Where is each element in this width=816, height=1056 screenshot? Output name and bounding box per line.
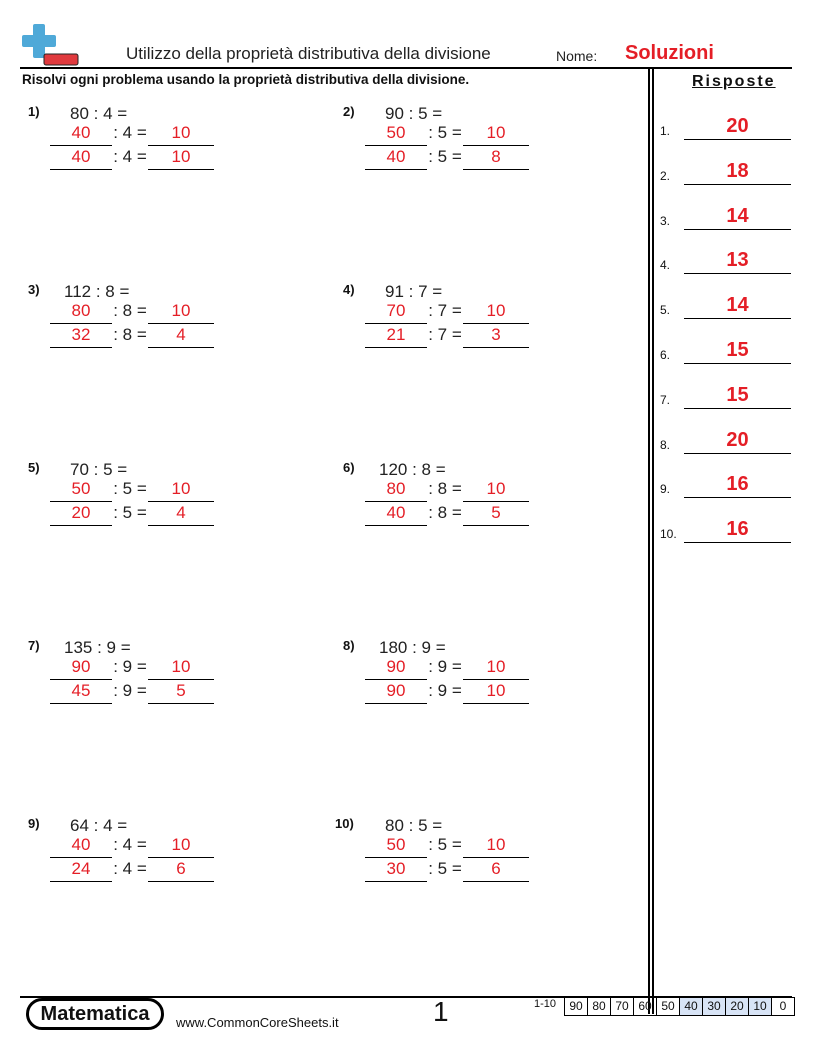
partial-dividend: 50 — [365, 123, 427, 146]
answer-value: 16 — [684, 473, 791, 498]
problem-number: 6) — [343, 460, 355, 475]
answer-value: 20 — [684, 429, 791, 454]
problem-5 — [28, 460, 268, 570]
answer-row — [660, 110, 794, 140]
partial-quotient: 10 — [148, 147, 214, 170]
decomposition-row — [50, 681, 250, 705]
divisor-operator: : 9 = — [113, 681, 147, 700]
divisor-operator: : 9 = — [428, 657, 462, 676]
partial-quotient: 8 — [463, 147, 529, 170]
answer-number: 8. — [660, 437, 671, 452]
problem-expression: 64 : 4 = — [70, 816, 128, 835]
divisor-operator: : 5 = — [428, 123, 462, 142]
answer-number: 3. — [660, 213, 671, 228]
problem-expression: 112 : 8 = — [64, 282, 130, 301]
partial-dividend: 50 — [365, 835, 427, 858]
divisor-operator: : 9 = — [113, 657, 147, 676]
partial-quotient: 3 — [463, 325, 529, 348]
problem-expression: 80 : 5 = — [385, 816, 443, 835]
score-label: 1-10 — [534, 998, 557, 1010]
answers-title: Risposte — [692, 73, 776, 90]
answer-value: 14 — [684, 205, 791, 230]
answer-value: 15 — [684, 384, 791, 409]
decomposition-row — [365, 123, 565, 147]
answer-row — [660, 468, 794, 498]
answer-value: 14 — [684, 294, 791, 319]
decomposition-row — [365, 301, 565, 325]
divisor-operator: : 9 = — [428, 681, 462, 700]
answer-row — [660, 200, 794, 230]
partial-dividend: 40 — [365, 147, 427, 170]
partial-dividend: 20 — [50, 503, 112, 526]
answer-number: 2. — [660, 168, 671, 183]
score-cell: 10 — [749, 997, 772, 1016]
name-value: Soluzioni — [625, 42, 714, 64]
answer-value: 16 — [684, 518, 791, 543]
problem-expression: 91 : 7 = — [385, 282, 443, 301]
partial-quotient: 10 — [148, 657, 214, 680]
divisor-operator: : 4 = — [113, 835, 147, 854]
answer-number: 7. — [660, 392, 671, 407]
site-url: www.CommonCoreSheets.it — [176, 1015, 339, 1030]
answer-row — [660, 289, 794, 319]
partial-quotient: 10 — [463, 301, 529, 324]
problem-2 — [343, 104, 583, 214]
partial-quotient: 10 — [148, 479, 214, 502]
problem-10 — [335, 816, 583, 926]
page-number: 1 — [433, 996, 449, 1027]
partial-dividend: 90 — [50, 657, 112, 680]
problem-1 — [28, 104, 268, 214]
partial-dividend: 80 — [50, 301, 112, 324]
answer-value: 15 — [684, 339, 791, 364]
decomposition-row — [50, 301, 250, 325]
decomposition-row — [50, 503, 250, 527]
decomposition-row — [365, 681, 565, 705]
problem-number: 7) — [28, 638, 40, 653]
divisor-operator: : 8 = — [428, 479, 462, 498]
instructions: Risolvi ogni problema usando la proprietà distributiva della divisione. — [22, 72, 470, 87]
partial-dividend: 80 — [365, 479, 427, 502]
problem-number: 3) — [28, 282, 40, 297]
divisor-operator: : 4 = — [113, 147, 147, 166]
decomposition-row — [50, 657, 250, 681]
answer-row — [660, 244, 794, 274]
partial-dividend: 32 — [50, 325, 112, 348]
problem-expression: 135 : 9 = — [64, 638, 131, 657]
score-table — [564, 997, 795, 1016]
decomposition-row — [50, 325, 250, 349]
partial-dividend: 40 — [365, 503, 427, 526]
problem-expression: 180 : 9 = — [379, 638, 446, 657]
problem-3 — [28, 282, 268, 392]
worksheet-title: Utilizzo della proprietà distributiva della divisione — [126, 44, 491, 63]
partial-quotient: 10 — [148, 835, 214, 858]
answer-number: 5. — [660, 303, 671, 318]
score-cell: 70 — [611, 997, 634, 1016]
divisor-operator: : 5 = — [113, 479, 147, 498]
decomposition-row — [365, 503, 565, 527]
partial-dividend: 40 — [50, 123, 112, 146]
divisor-operator: : 4 = — [113, 123, 147, 142]
problem-expression: 90 : 5 = — [385, 104, 443, 123]
partial-quotient: 10 — [463, 681, 529, 704]
partial-quotient: 10 — [463, 479, 529, 502]
decomposition-row — [365, 835, 565, 859]
decomposition-row — [50, 859, 250, 883]
partial-quotient: 5 — [463, 503, 529, 526]
answer-number: 4. — [660, 258, 671, 273]
problem-number: 1) — [28, 104, 40, 119]
answer-row — [660, 424, 794, 454]
partial-quotient: 4 — [148, 503, 214, 526]
answer-number: 9. — [660, 482, 671, 497]
name-label: Nome: — [556, 48, 598, 64]
plus-minus-logo-icon — [22, 24, 80, 68]
problem-number: 4) — [343, 282, 355, 297]
divisor-operator: : 5 = — [428, 835, 462, 854]
answer-number: 6. — [660, 348, 671, 362]
decomposition-row — [50, 479, 250, 503]
score-cell: 60 — [634, 997, 657, 1016]
problem-9 — [28, 816, 268, 926]
problem-number: 10) — [335, 816, 354, 831]
partial-dividend: 40 — [50, 147, 112, 170]
partial-quotient: 5 — [148, 681, 214, 704]
decomposition-row — [365, 859, 565, 883]
decomposition-row — [50, 835, 250, 859]
partial-quotient: 10 — [463, 123, 529, 146]
answer-value: 13 — [684, 249, 791, 274]
problem-number: 2) — [343, 104, 355, 119]
answer-number: 10. — [660, 527, 677, 542]
answer-column-divider-inner — [652, 68, 654, 1014]
partial-dividend: 40 — [50, 835, 112, 858]
problem-6 — [343, 460, 583, 570]
partial-dividend: 70 — [365, 301, 427, 324]
header-divider — [20, 67, 792, 69]
problem-expression: 80 : 4 = — [70, 104, 128, 123]
decomposition-row — [365, 325, 565, 349]
divisor-operator: : 8 = — [428, 503, 462, 522]
problem-number: 9) — [28, 816, 40, 831]
partial-quotient: 10 — [148, 301, 214, 324]
score-cell: 20 — [726, 997, 749, 1016]
decomposition-row — [365, 657, 565, 681]
problem-7 — [28, 638, 268, 748]
partial-dividend: 30 — [365, 859, 427, 882]
score-cell: 0 — [772, 997, 795, 1016]
problem-number: 5) — [28, 460, 40, 475]
partial-quotient: 6 — [463, 859, 529, 882]
divisor-operator: : 5 = — [113, 503, 147, 522]
divisor-operator: : 8 = — [113, 301, 147, 320]
partial-quotient: 10 — [463, 835, 529, 858]
problem-expression: 70 : 5 = — [70, 460, 128, 479]
score-cell: 90 — [565, 997, 588, 1016]
divisor-operator: : 5 = — [428, 147, 462, 166]
answer-value: 18 — [684, 160, 791, 185]
divisor-operator: : 4 = — [113, 859, 147, 878]
answer-row — [660, 334, 794, 364]
decomposition-row — [50, 123, 250, 147]
problem-8 — [343, 638, 583, 748]
partial-quotient: 4 — [148, 325, 214, 348]
score-cell: 80 — [588, 997, 611, 1016]
partial-dividend: 90 — [365, 681, 427, 704]
partial-quotient: 6 — [148, 859, 214, 882]
divisor-operator: : 7 = — [428, 325, 462, 344]
problem-expression: 120 : 8 = — [379, 460, 446, 479]
decomposition-row — [50, 147, 250, 171]
answer-number: 1. — [660, 124, 671, 138]
decomposition-row — [365, 479, 565, 503]
partial-dividend: 24 — [50, 859, 112, 882]
problem-4 — [343, 282, 583, 392]
partial-dividend: 21 — [365, 325, 427, 348]
brand-badge: Matematica — [26, 998, 164, 1030]
score-cell: 50 — [657, 997, 680, 1016]
partial-dividend: 90 — [365, 657, 427, 680]
score-cell: 30 — [703, 997, 726, 1016]
decomposition-row — [365, 147, 565, 171]
divisor-operator: : 5 = — [428, 859, 462, 878]
answer-row — [660, 155, 794, 185]
partial-quotient: 10 — [148, 123, 214, 146]
answer-row — [660, 513, 794, 543]
divisor-operator: : 7 = — [428, 301, 462, 320]
score-cell: 40 — [680, 997, 703, 1016]
answer-column-divider — [648, 68, 650, 1014]
divisor-operator: : 8 = — [113, 325, 147, 344]
partial-dividend: 50 — [50, 479, 112, 502]
partial-dividend: 45 — [50, 681, 112, 704]
partial-quotient: 10 — [463, 657, 529, 680]
answer-row — [660, 379, 794, 409]
problem-number: 8) — [343, 638, 355, 653]
answer-value: 20 — [684, 115, 791, 140]
